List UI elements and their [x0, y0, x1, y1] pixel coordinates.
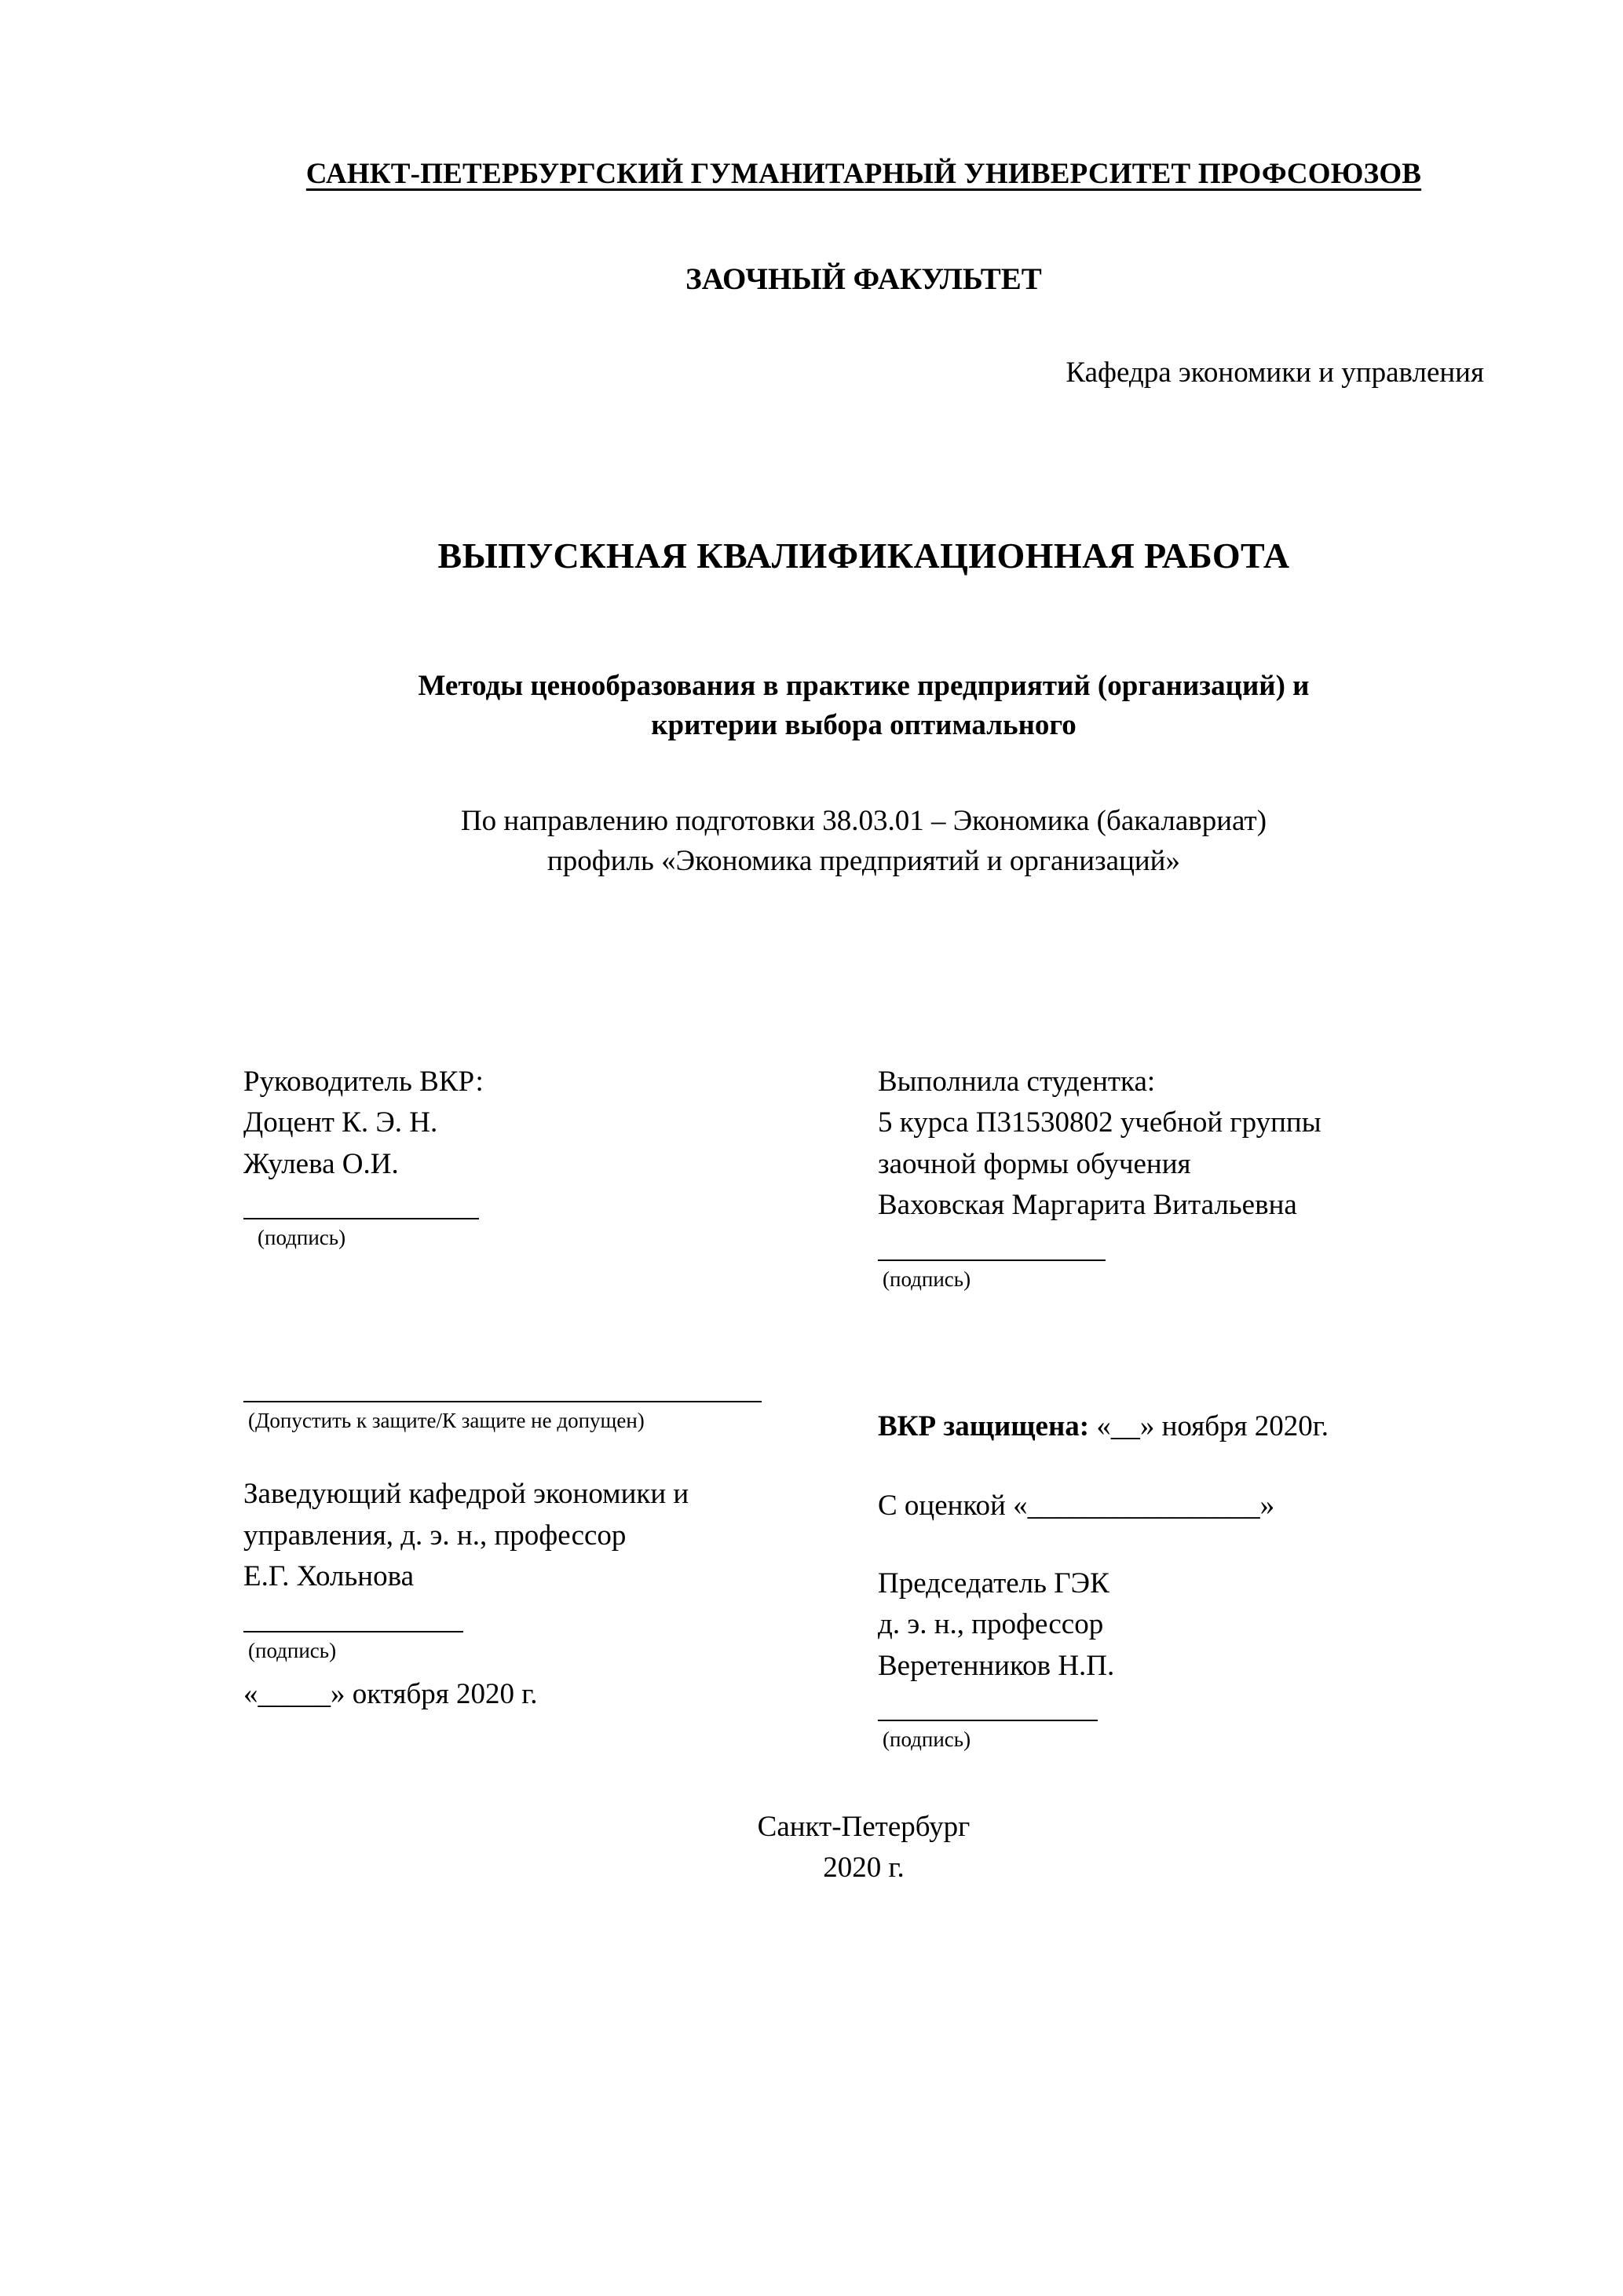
thesis-topic	[236, 667, 1492, 746]
footer-city: Санкт-Петербург	[757, 1811, 971, 1844]
head-line-3: Е.Г. Хольнова	[243, 1560, 415, 1593]
supervisor-label: Руководитель ВКР:	[243, 1065, 484, 1098]
admission-rule	[243, 1401, 762, 1402]
program-info	[236, 801, 1492, 881]
grade-label: С оценкой «	[878, 1489, 1028, 1522]
head-signature-caption: (подпись)	[248, 1638, 337, 1662]
chair-signature-caption: (подпись)	[883, 1727, 971, 1752]
admission-caption: (Допустить к защите/К защите не допущен)	[248, 1409, 645, 1433]
head-of-department	[243, 1474, 864, 1598]
supervisor-degree: Доцент К. Э. Н.	[243, 1106, 438, 1139]
admission-date: «_____» октября 2020 г.	[243, 1677, 538, 1710]
head-line-1: Заведующий кафедрой экономики и	[243, 1478, 689, 1511]
chair-signature-rule	[878, 1720, 1098, 1721]
chair-line-3: Веретенников Н.П.	[878, 1649, 1115, 1682]
student-label: Выполнила студентка:	[878, 1065, 1156, 1098]
student-group: 5 курса П31530802 учебной группы	[878, 1106, 1321, 1139]
faculty-title: ЗАОЧНЫЙ ФАКУЛЬТЕТ	[685, 262, 1042, 296]
left-column-gap	[243, 1250, 864, 1368]
grade-line	[878, 1489, 1492, 1523]
supervisor-signature-caption: (подпись)	[258, 1226, 346, 1250]
footer-year: 2020 г.	[823, 1852, 905, 1885]
supervisor-name: Жулева О.И.	[243, 1147, 399, 1180]
head-line-2: управления, д. э. н., профессор	[243, 1519, 627, 1552]
signature-block	[236, 1062, 1492, 1753]
grade-close: »	[1259, 1489, 1275, 1522]
signature-column-right	[864, 1062, 1492, 1753]
chair-line-1: Председатель ГЭК	[878, 1567, 1109, 1600]
student-name: Ваховская Маргарита Витальевна	[878, 1189, 1297, 1222]
program-profile: профиль «Экономика предприятий и организаций»	[547, 844, 1180, 877]
right-column-gap	[878, 1292, 1492, 1409]
university-title: САНКТ-ПЕТЕРБУРГСКИЙ ГУМАНИТАРНЫЙ УНИВЕРСИТЕТ ПРОФСОЮЗОВ	[305, 158, 1422, 190]
student-form: заочной формы обучения	[878, 1147, 1191, 1180]
footer-place	[236, 1807, 1492, 1888]
gek-chairman	[878, 1563, 1492, 1687]
defense-date-value: «__» ноября 2020г.	[1096, 1409, 1329, 1442]
head-signature-rule	[243, 1631, 463, 1632]
grade-blank: ________________	[1027, 1489, 1260, 1522]
thesis-topic-line-2: критерии выбора оптимального	[651, 709, 1077, 742]
defense-label: ВКР защищена:	[878, 1409, 1090, 1442]
signature-column-left	[236, 1062, 864, 1753]
document-content	[236, 157, 1492, 1888]
student-signature-caption: (подпись)	[883, 1267, 971, 1291]
supervisor-signature-rule	[243, 1218, 479, 1219]
student-signature-rule	[878, 1260, 1106, 1261]
defense-date	[878, 1409, 1492, 1443]
document-type-title: ВЫПУСКНАЯ КВАЛИФИКАЦИОННАЯ РАБОТА	[437, 536, 1290, 576]
chair-line-2: д. э. н., профессор	[878, 1608, 1104, 1641]
program-direction: По направлению подготовки 38.03.01 – Экономика (бакалавриат)	[460, 804, 1267, 837]
thesis-topic-line-1: Методы ценообразования в практике предприятий (организаций) и	[418, 670, 1310, 702]
department-title: Кафедра экономики и управления	[1066, 356, 1484, 389]
